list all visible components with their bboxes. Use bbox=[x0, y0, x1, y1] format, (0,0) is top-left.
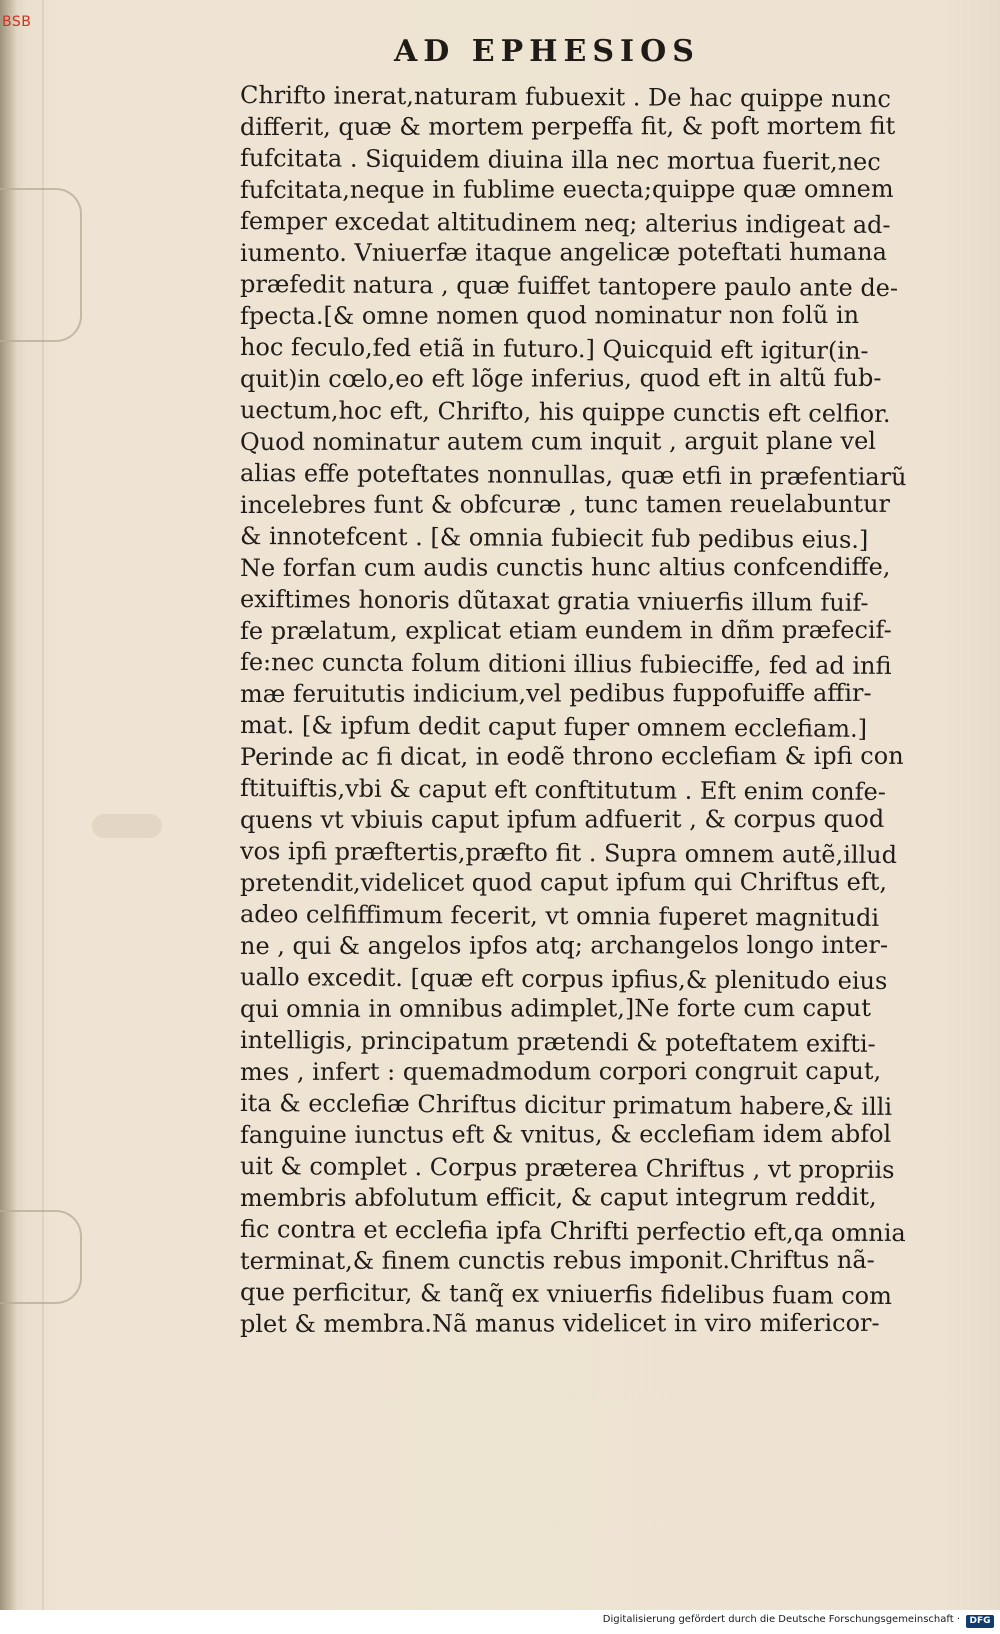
text-line: vos ipfi præftertis,præfto fit . Supra omnem autẽ,illud bbox=[239, 837, 898, 870]
text-line: plet & membra.Nã manus videlicet in viro mifericor- bbox=[239, 1308, 880, 1338]
binding-bracket-bottom bbox=[0, 1210, 82, 1304]
text-line: Perinde ac fi dicat, in eodẽ throno ecclefiam & ipfi con bbox=[239, 741, 904, 771]
text-line: quit)in cœlo,eo eft lõge inferius, quod eft in altũ fub- bbox=[239, 363, 882, 393]
text-line: mat. [& ipfum dedit caput fuper omnem ecclefiam.] bbox=[239, 711, 868, 743]
text-line: fe:nec cuncta folum ditioni illius fubieciffe, fed ad infi bbox=[239, 648, 892, 680]
text-line: ita & ecclefiæ Chriftus dicitur primatum habere,& illi bbox=[239, 1089, 893, 1121]
text-line: uectum,hoc eft, Chrifto, his quippe cunctis eft celfior. bbox=[239, 396, 891, 428]
text-line: Chrifto inerat,naturam fubuexit . De hac quippe nunc bbox=[239, 81, 891, 113]
body-text bbox=[240, 80, 930, 1340]
bleed-through-mark bbox=[92, 814, 162, 838]
text-line: & innotefcent . [& omnia fubiecit fub pedibus eius.] bbox=[239, 522, 869, 554]
text-line: intelligis, principatum prætendi & poteftatem exifti- bbox=[239, 1026, 876, 1058]
text-line: uit & complet . Corpus præterea Chriftus , vt propriis bbox=[239, 1152, 895, 1184]
text-line: fpecta.[& omne nomen quod nominatur non folũ in bbox=[239, 300, 860, 330]
dfg-logo: DFG bbox=[966, 1615, 994, 1628]
text-line: mæ feruitutis indicium,vel pedibus fuppofuiffe affir- bbox=[239, 678, 872, 708]
text-line: fufcitata,neque in fublime euecta;quippe quæ omnem bbox=[239, 174, 894, 204]
text-line: mes , infert : quemadmodum corpori congruit caput, bbox=[239, 1056, 882, 1086]
text-line: hoc feculo,fed etiã in futuro.] Quicquid eft igitur(in- bbox=[239, 333, 869, 365]
text-line: differit, quæ & mortem perpeffa fit, & poft mortem fit bbox=[239, 111, 896, 141]
text-line: quens vt vbiuis caput ipfum adfuerit , & corpus quod bbox=[239, 804, 885, 834]
text-line: ftituiftis,vbi & caput eft conftitutum . Eft enim confe- bbox=[239, 774, 886, 806]
text-line: præfedit natura , quæ fuiffet tantopere paulo ante de- bbox=[239, 270, 899, 303]
text-line: pretendit,videlicet quod caput ipfum qui Chriftus eft, bbox=[239, 867, 888, 897]
text-line: qui omnia in omnibus adimplet,]Ne forte cum caput bbox=[239, 993, 871, 1023]
text-line: alias effe poteftates nonnullas, quæ etfi in præfentiarũ bbox=[239, 459, 907, 492]
footer-credit: Digitalisierung gefördert durch die Deutsche Forschungsgemeinschaft · bbox=[602, 1614, 960, 1625]
text-line: membris abfolutum efficit, & caput integrum reddit, bbox=[239, 1182, 877, 1212]
text-line: incelebres funt & obfcuræ , tunc tamen reuelabuntur bbox=[239, 489, 891, 519]
text-line: ne , qui & angelos ipfos atq; archangelos longo inter- bbox=[239, 930, 889, 960]
text-line: fic contra et ecclefia ipfa Chrifti perfectio eft,qa omnia bbox=[239, 1215, 906, 1248]
running-header: AD EPHESIOS bbox=[394, 34, 700, 69]
library-marker: BSB bbox=[2, 14, 32, 30]
text-line: Quod nominatur autem cum inquit , arguit plane vel bbox=[239, 426, 876, 456]
binding-bracket-top bbox=[0, 188, 82, 342]
text-line: iumento. Vniuerfæ itaque angelicæ poteftati humana bbox=[239, 237, 887, 267]
text-line: exiftimes honoris dũtaxat gratia vniuerfis illum fuif- bbox=[239, 585, 869, 617]
text-line: femper excedat altitudinem neq; alterius indigeat ad- bbox=[239, 207, 891, 239]
text-line: fe prælatum, explicat etiam eundem in dñm præfecif- bbox=[239, 615, 892, 645]
text-line: Ne forfan cum audis cunctis hunc altius confcendiffe, bbox=[239, 552, 891, 582]
text-line: fufcitata . Siquidem diuina illa nec mortua fuerit,nec bbox=[239, 144, 881, 176]
text-line: uallo excedit. [quæ eft corpus ipfius,& plenitudo eius bbox=[239, 963, 888, 995]
text-line: fanguine iunctus eft & vnitus, & ecclefiam idem abfol bbox=[239, 1119, 892, 1149]
footer-bar bbox=[0, 1610, 1000, 1634]
text-line: que perficitur, & tanq̃ ex vniuerfis fidelibus fuam com bbox=[239, 1278, 893, 1310]
text-line: terminat,& finem cunctis rebus imponit.Chriftus nã- bbox=[239, 1245, 875, 1275]
text-line: adeo celfiffimum fecerit, vt omnia fuperet magnitudi bbox=[239, 900, 880, 932]
